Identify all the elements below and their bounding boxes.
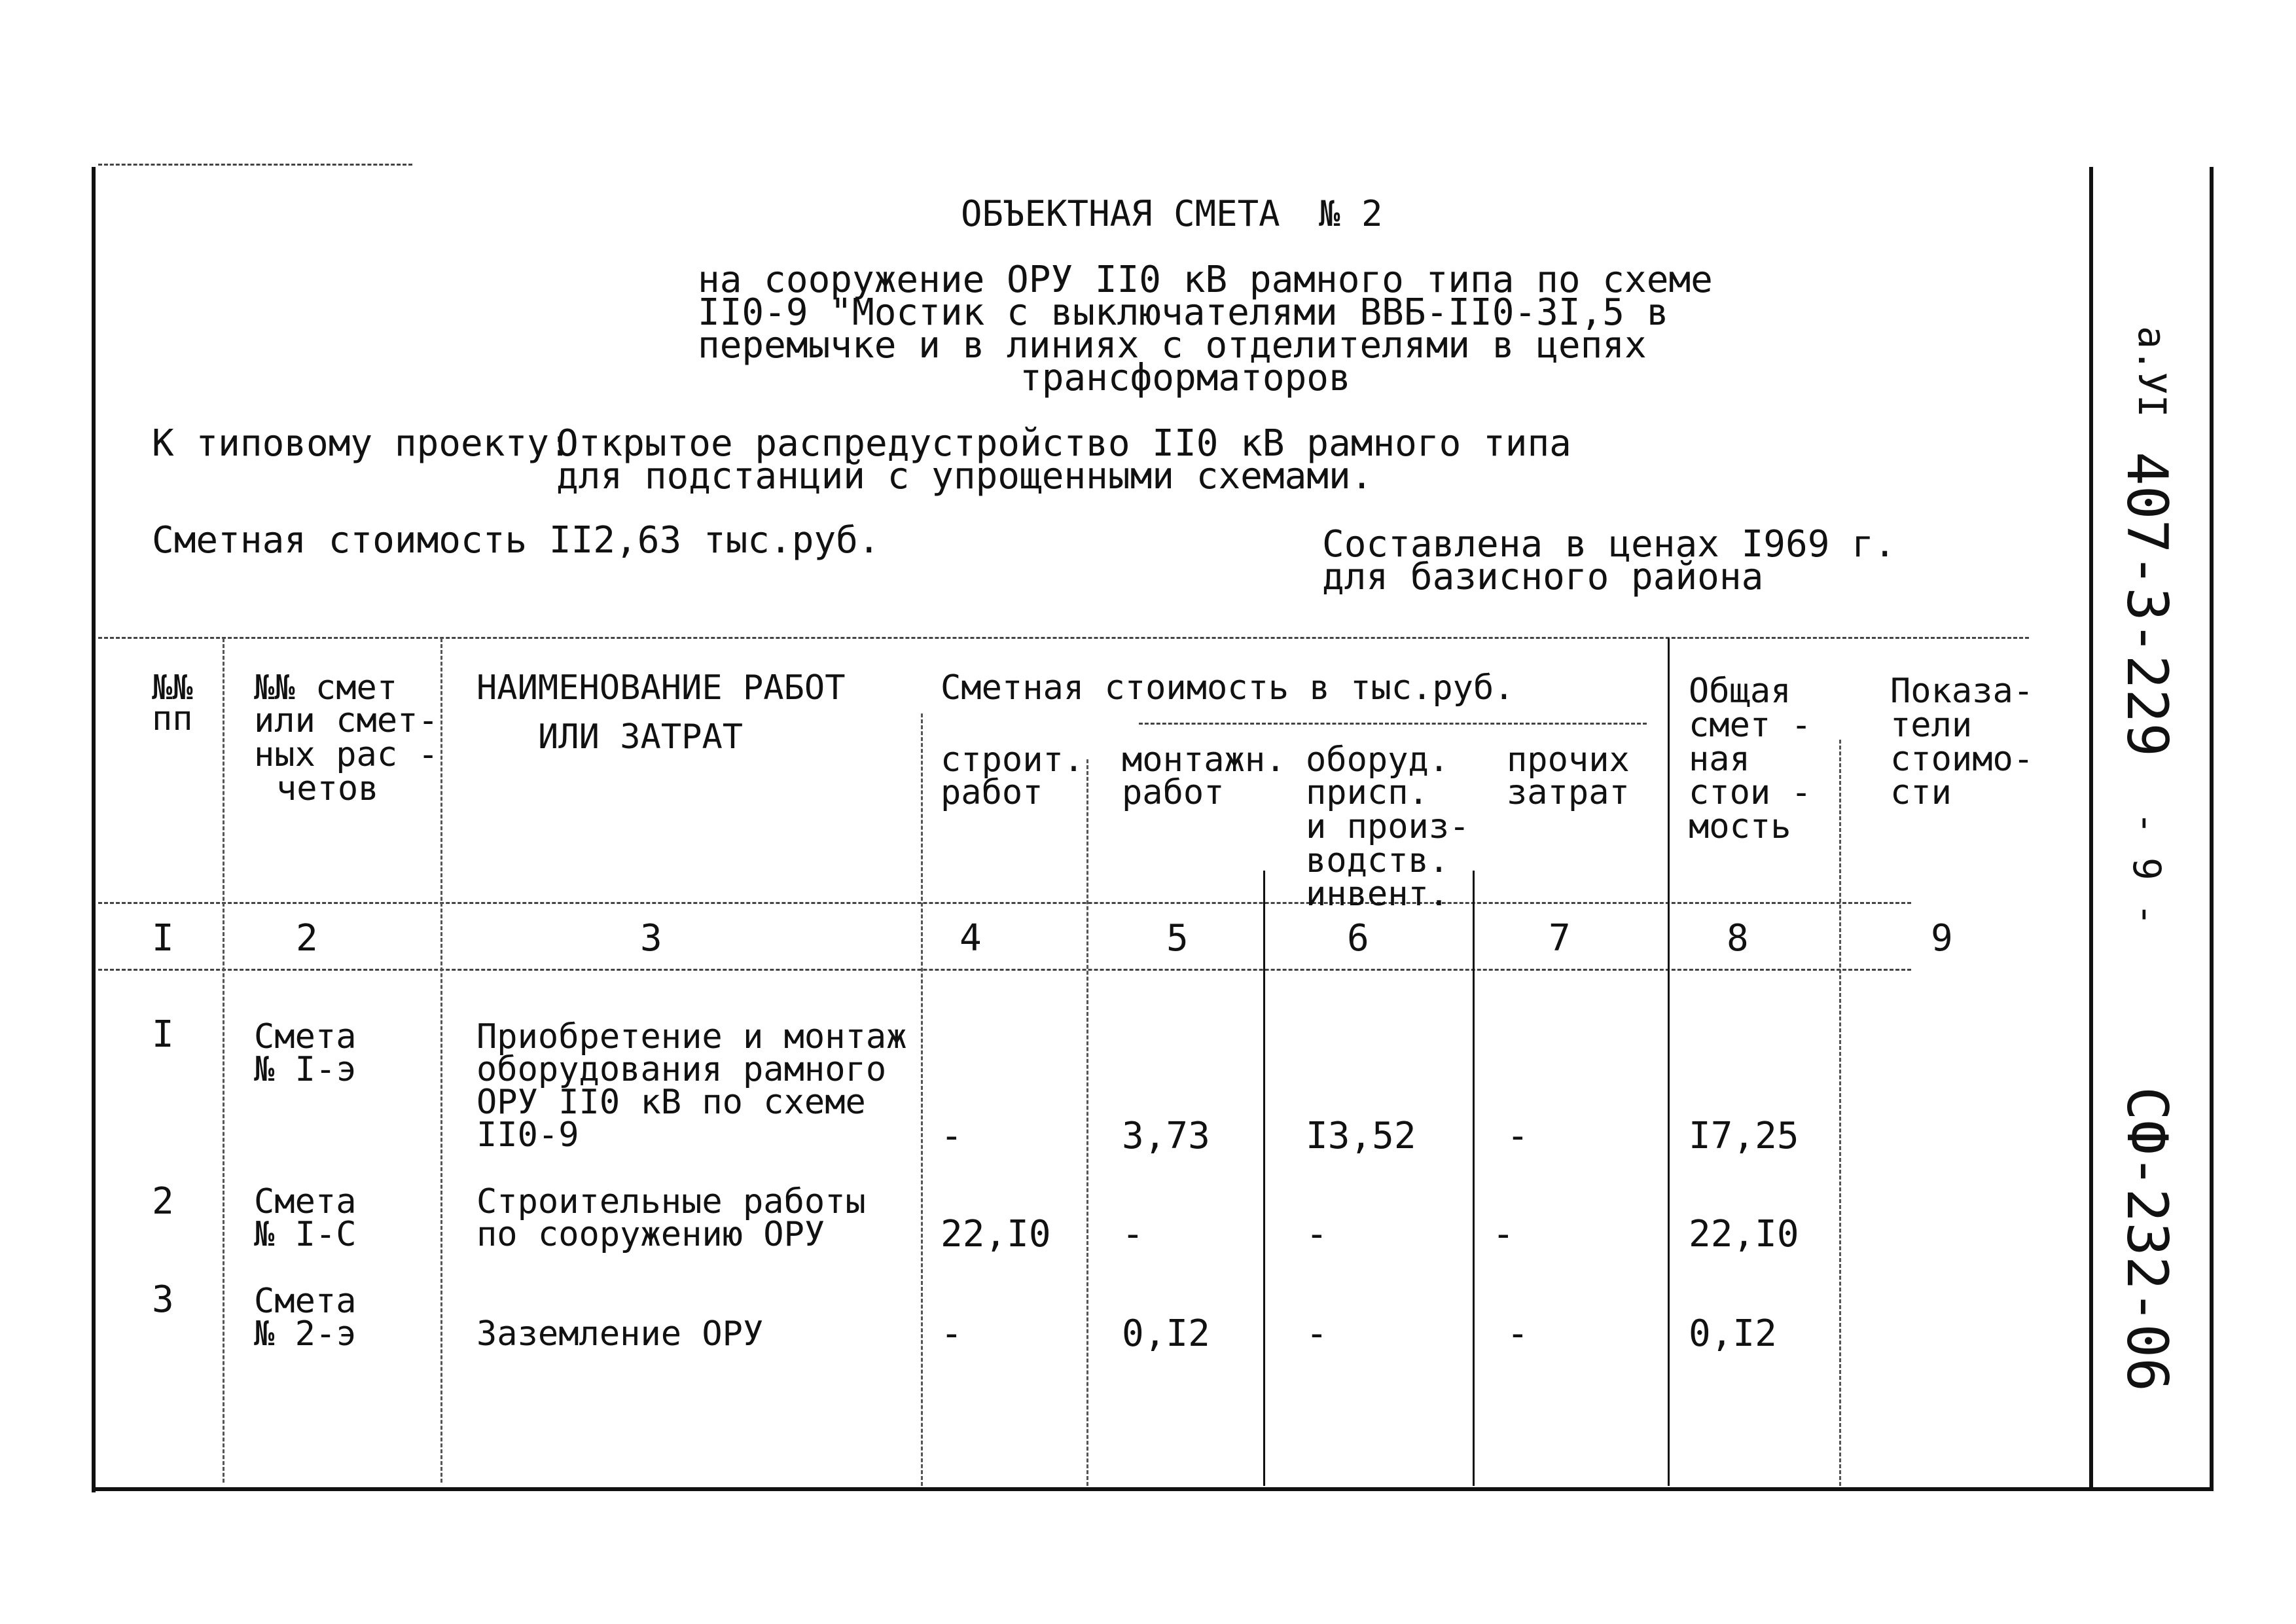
row1-ref-line1: Смета [254,1017,357,1056]
header-col9-line2: тели [1890,706,1973,745]
header-col7-line2: затрат [1507,773,1630,812]
col-number-2: 2 [296,917,318,960]
header-col9-line4: сти [1890,773,1952,812]
frame-outer-right-border [2210,167,2214,1489]
subtitle-line-1: на сооружение ОРУ II0 кВ рамного типа по схеме [698,259,1713,301]
header-col2-line4: четов [276,769,379,808]
row2-ref-line2: № I-С [254,1215,357,1254]
side-stamp-sheet: а.УI [2130,326,2174,418]
col-number-6: 6 [1347,917,1369,960]
row1-name-line1: Приобретение и монтаж [476,1017,907,1056]
row1-ref-line2: № I-э [254,1050,357,1089]
col-numbers-bottom-rule [98,969,1911,971]
group-header-rule [1139,723,1647,725]
row1-col6: I3,52 [1306,1115,1416,1157]
project-label: К типовому проекту: [152,422,571,465]
col-divider-1 [223,638,224,1483]
prices-line-2: для базисного района [1322,556,1764,598]
header-col9-line1: Показа- [1890,672,2034,711]
row3-col4: - [941,1312,963,1355]
col-number-5: 5 [1166,917,1189,960]
row3-col5: 0,I2 [1122,1312,1210,1355]
header-col7-line1: прочих [1507,740,1630,780]
col-number-7: 7 [1549,917,1571,960]
row2-name-line2: по сооружению ОРУ [476,1215,825,1254]
row2-ref-line1: Смета [254,1182,357,1221]
row2-col4: 22,I0 [941,1213,1051,1255]
row2-col7: - [1492,1213,1515,1255]
project-line-2: для подстанций с упрощенными схемами. [556,455,1373,497]
project-line-1: Открытое распредустройство II0 кВ рамного типа [556,422,1571,465]
row1-col4: - [941,1115,963,1157]
col-divider-7 [1668,638,1670,1486]
prices-line-1: Составлена в ценах I969 г. [1322,523,1896,566]
document-number: № 2 [1319,193,1383,234]
header-col5-line1: монтажн. [1122,740,1286,780]
row2-col5: - [1122,1213,1144,1255]
header-col8-line5: мость [1689,807,1791,846]
subtitle-line-2: II0-9 "Мостик с выключателями ВВБ-II0-3I,5 в [698,291,1669,334]
row1-col7: - [1507,1115,1529,1157]
row3-ref-line1: Смета [254,1282,357,1321]
estimated-cost: Сметная стоимость II2,63 тыс.руб. [152,519,880,562]
header-col3-line2: ИЛИ ЗАТРАТ [538,717,744,757]
header-col6-line1: оборуд. [1306,740,1450,780]
row2-col8: 22,I0 [1689,1213,1799,1255]
col-divider-6 [1473,871,1475,1486]
row2-name-line1: Строительные работы [476,1182,866,1221]
document-title: ОБЪЕКТНАЯ СМЕТА [961,193,1280,234]
row1-col5: 3,73 [1122,1115,1210,1157]
row3-col6: - [1306,1312,1328,1355]
side-stamp-code2: СФ-232-06 [2114,1087,2179,1392]
header-col6-line2: присп. [1306,773,1429,812]
header-col8-line1: Общая [1689,672,1791,711]
row1-name-line3: ОРУ II0 кВ по схеме [476,1083,866,1122]
col-divider-5 [1263,871,1265,1486]
row1-name-line2: оборудования рамного [476,1050,887,1089]
header-col6-line4: водств. [1306,841,1450,880]
col-number-4: 4 [960,917,982,960]
row3-col7: - [1507,1312,1529,1355]
header-group-cost: Сметная стоимость в тыс.руб. [941,668,1515,708]
frame-bottom-border [96,1487,2214,1491]
row1-number: I [152,1013,174,1056]
frame-top-fragment [98,164,412,166]
col-number-9: 9 [1931,917,1953,960]
header-col6-line3: и произ- [1306,807,1470,846]
side-stamp-page: - 9 - [2125,812,2169,926]
col-divider-3 [921,713,923,1486]
row3-ref-line2: № 2-э [254,1314,357,1354]
col-divider-4 [1086,759,1088,1486]
row3-col8: 0,I2 [1689,1312,1777,1355]
row3-number: 3 [152,1278,174,1321]
frame-inner-right-border [2089,167,2093,1489]
header-col2-line3: ных рас - [254,735,439,774]
col-number-8: 8 [1727,917,1749,960]
header-col8-line4: стои - [1689,773,1812,812]
header-col2-line2: или смет- [254,701,439,740]
table-top-rule [98,637,2029,639]
side-stamp-code1: 407-3-229 [2114,452,2179,757]
row3-name-line1: Заземление ОРУ [476,1314,764,1354]
header-col6-line5: инвент. [1306,875,1450,914]
header-col8-line3: ная [1689,740,1750,779]
header-col1-line2: пп [152,699,193,738]
header-col8-line2: смет - [1689,706,1812,745]
col-number-3: 3 [640,917,662,960]
header-col3-line1: НАИМЕНОВАНИЕ РАБОТ [476,668,846,708]
row2-col6: - [1306,1213,1328,1255]
col-divider-8 [1839,740,1841,1486]
header-col4-line1: строит. [941,740,1085,780]
row1-name-line4: II0-9 [476,1115,579,1155]
header-col4-line2: работ [941,773,1043,812]
subtitle-line-3: перемычке и в линиях с отделителями в цепях [698,324,1647,367]
subtitle-line-4: трансформаторов [1020,357,1351,399]
header-bottom-rule [98,902,1911,904]
frame-left-border [92,167,96,1492]
header-col2-line1: №№ смет [254,668,398,708]
row2-number: 2 [152,1180,174,1223]
row1-col8: I7,25 [1689,1115,1799,1157]
col-divider-2 [440,638,442,1483]
header-col9-line3: стоимо- [1890,740,2034,779]
header-col5-line2: работ [1122,773,1225,812]
col-number-1: I [152,917,174,960]
header-col1-line1: №№ [152,668,193,708]
